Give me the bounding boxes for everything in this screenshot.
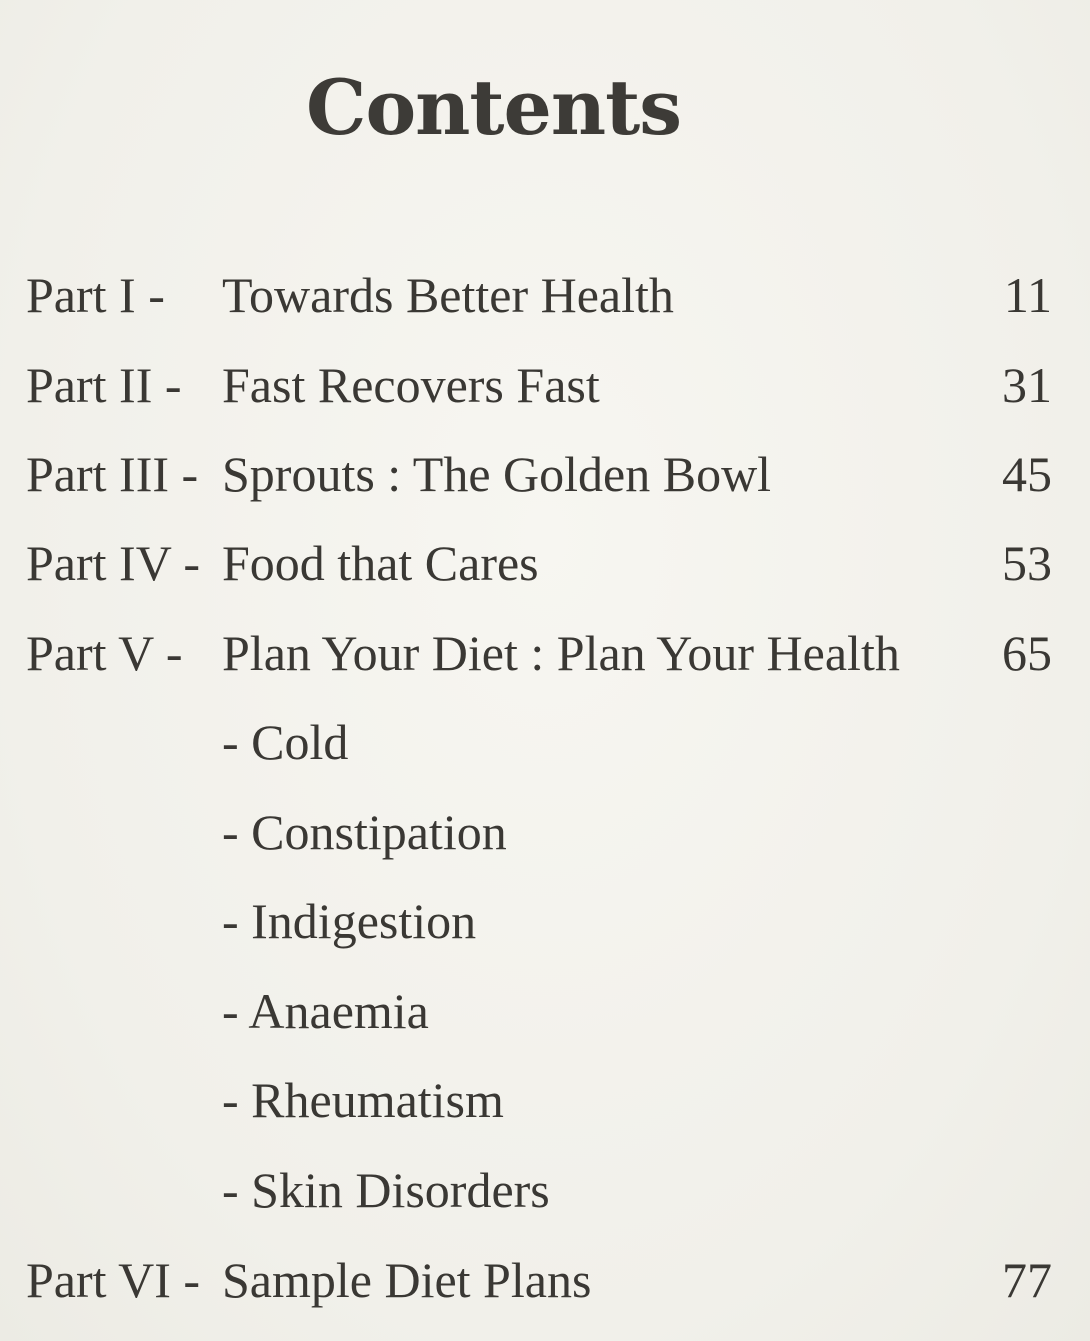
chapter-title: Fast Recovers Fast [222,357,600,413]
subtopic-label: - Constipation [222,804,507,860]
page-number: 53 [1002,535,1052,591]
chapter-title: Plan Your Diet : Plan Your Health [222,625,900,681]
toc-subtopic [0,1145,1090,1235]
page-number: 65 [1002,625,1052,681]
page-number: 77 [1002,1252,1052,1308]
chapter-title: Food that Cares [222,535,539,591]
subtopic-label: - Skin Disorders [222,1162,550,1218]
chapter-title: Sprouts : The Golden Bowl [222,446,772,502]
toc-entry-part-3 [0,429,1090,519]
toc-subtopic [0,1055,1090,1145]
chapter-title: Sample Diet Plans [222,1252,592,1308]
subtopic-label: - Cold [222,714,349,770]
chapter-title: Towards Better Health [222,267,674,323]
part-label: Part II - [26,357,182,413]
page-number: 45 [1002,446,1052,502]
part-label: Part I - [26,267,165,323]
page-number: 31 [1002,357,1052,413]
subtopic-label: - Anaemia [222,983,429,1039]
toc-subtopic [0,787,1090,877]
page-title: Contents [306,63,682,152]
toc-subtopic [0,697,1090,787]
toc-entry-part-1 [0,250,1090,340]
toc-entry-part-6 [0,1235,1090,1325]
toc-subtopic [0,966,1090,1056]
toc-entry-part-5 [0,608,1090,698]
subtopic-label: - Indigestion [222,893,477,949]
part-label: Part IV - [26,535,201,591]
toc-entry-part-2 [0,340,1090,430]
toc-entry-part-4 [0,518,1090,608]
part-label: Part III - [26,446,199,502]
part-label: Part VI - [26,1252,201,1308]
subtopic-label: - Rheumatism [222,1072,504,1128]
part-label: Part V - [26,625,183,681]
page-number: 11 [1003,267,1052,323]
toc-subtopic [0,876,1090,966]
